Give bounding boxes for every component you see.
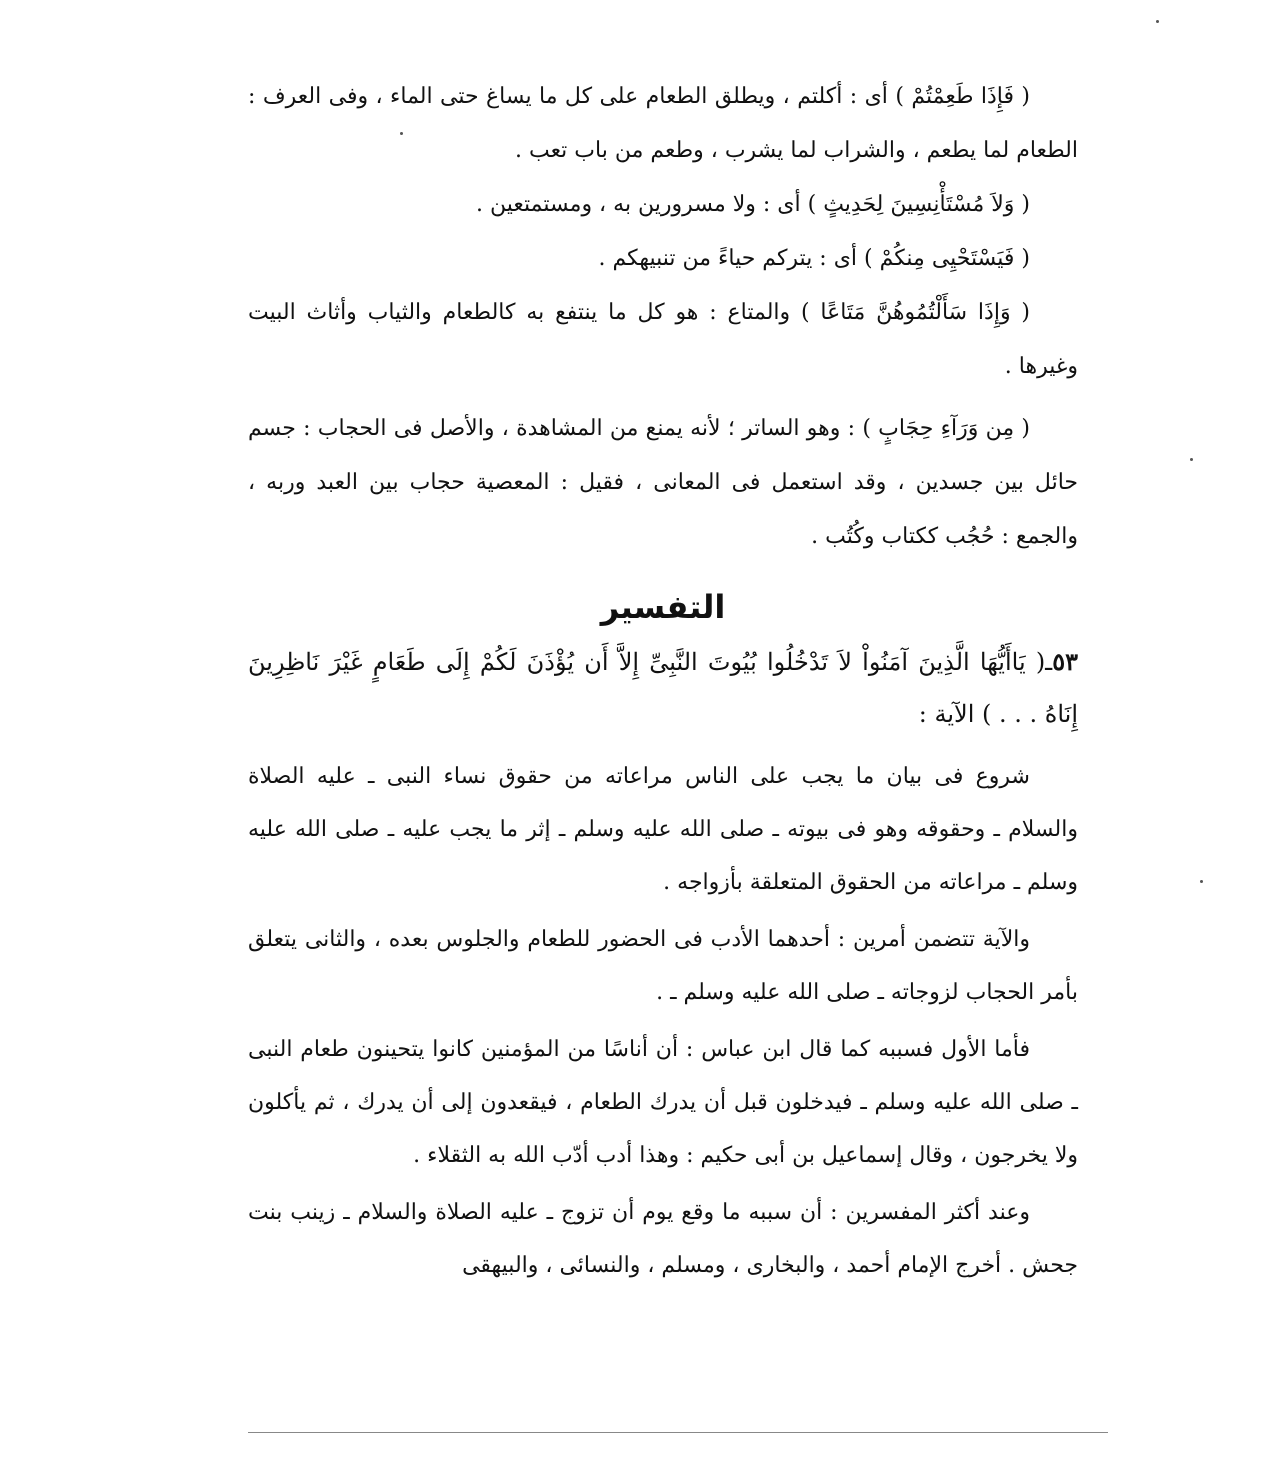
gloss-entry: ( وَلاَ مُسْتَأْنِسِينَ لِحَدِيثٍ ) أى : ولا مسرورين به ، ومستمتعين . bbox=[476, 192, 1030, 217]
gloss-entry: ( مِن وَرَآءِ حِجَابٍ ) : وهو الساتر ؛ لأنه يمنع من المشاهدة ، والأصل فى الحجاب : جسم حائل بين جسدين ، وقد استعمل فى المعانى ، فقيل : المعصية حجاب بين العبد وربه ، والجمع : حُجُب ككتاب وكُتُب . bbox=[248, 416, 1078, 549]
verse-text: ـ( يَاأَيُّهَا الَّذِينَ آمَنُواْ لاَ تَدْخُلُوا بُيُوتَ النَّبِىِّ إِلاَّ أَن يُؤْذَنَ لَكُمْ إِلَى طَعَامٍ غَيْرَ نَاظِرِينَ إِنَاهُ . . . ) الآية : bbox=[248, 648, 1078, 728]
scan-speck bbox=[1156, 20, 1159, 23]
gloss-entry: ( فَيَسْتَحْيِى مِنكُمْ ) أى : يتركم حياءً من تنبيهكم . bbox=[598, 246, 1030, 271]
gloss-entry: ( فَإِذَا طَعِمْتُمْ ) أى : أكلتم ، ويطلق الطعام على كل ما يساغ حتى الماء ، وفى العرف : الطعام لما يطعم ، والشراب لما يشرب ، وطعم من باب تعب . bbox=[248, 84, 1078, 163]
commentary-paragraph: فأما الأول فسببه كما قال ابن عباس : أن أناسًا من المؤمنين كانوا يتحينون طعام النبى ـ صلى الله عليه وسلم ـ فيدخلون قبل أن يدرك الطعام ، فيقعدون إلى أن يدرك ، ثم يأكلون ولا يخرجون ، وقال إسماعيل بن أبى حكيم : وهذا أدب أدّب الله به الثقلاء . bbox=[248, 1037, 1078, 1168]
commentary-paragraph: شروع فى بيان ما يجب على الناس مراعاته من حقوق نساء النبى ـ عليه الصلاة والسلام ـ وحقوقه وهو فى بيوته ـ صلى الله عليه وسلم ـ إثر ما يجب عليه ـ صلى الله عليه وسلم ـ مراعاته من الحقوق المتعلقة بأزواجه . bbox=[248, 764, 1078, 895]
commentary-paragraph: وعند أكثر المفسرين : أن سببه ما وقع يوم أن تزوج ـ عليه الصلاة والسلام ـ زينب بنت جحش . أخرج الإمام أحمد ، والبخارى ، ومسلم ، والنسائى ، والبيهقى bbox=[248, 1200, 1078, 1278]
verse-number: ٥٣ bbox=[1052, 647, 1078, 676]
section-heading: التفسير bbox=[600, 588, 726, 626]
scan-speck bbox=[1200, 880, 1203, 883]
scan-speck bbox=[1190, 458, 1193, 461]
commentary-section bbox=[248, 750, 1078, 1292]
scan-speck bbox=[400, 132, 403, 135]
page-bottom-rule bbox=[248, 1432, 1108, 1433]
page-body bbox=[248, 70, 1078, 1292]
commentary-paragraph: والآية تتضمن أمرين : أحدهما الأدب فى الحضور للطعام والجلوس بعده ، والثانى يتعلق بأمر الحجاب لزوجاته ـ صلى الله عليه وسلم ـ . bbox=[248, 927, 1078, 1005]
gloss-entry: ( وَإِذَا سَأَلْتُمُوهُنَّ مَتَاعًا ) والمتاع : هو كل ما ينتفع به كالطعام والثياب وأثاث البيت وغيرها . bbox=[248, 300, 1078, 379]
verse-quote bbox=[248, 636, 1078, 740]
glossary-section bbox=[248, 70, 1078, 564]
